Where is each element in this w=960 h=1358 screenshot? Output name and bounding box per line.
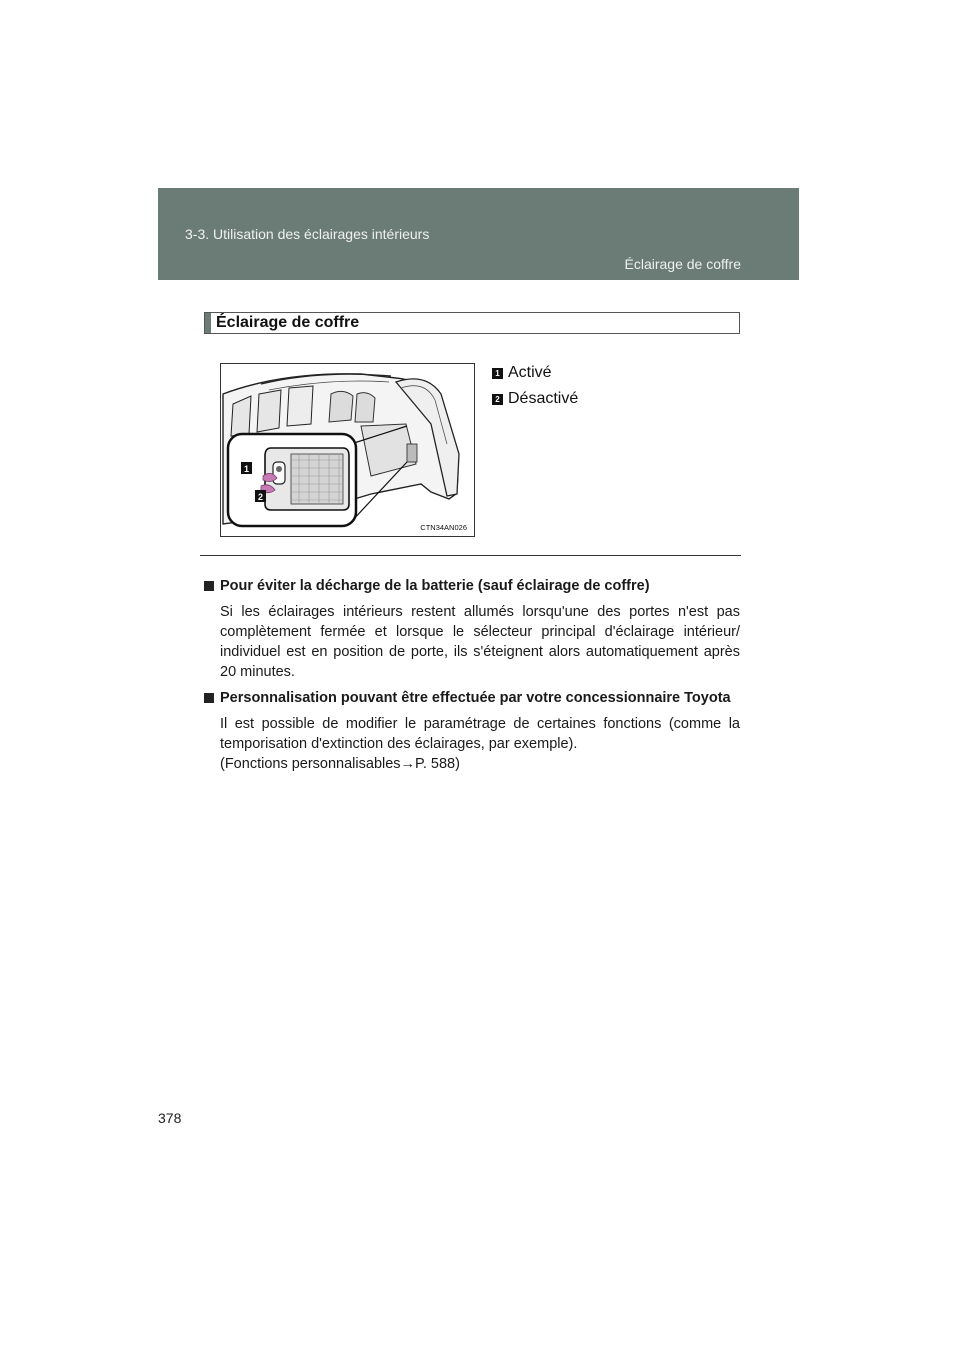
legend-number: 2 bbox=[492, 394, 503, 405]
section-heading: Éclairage de coffre bbox=[216, 314, 360, 331]
page-header bbox=[158, 188, 799, 280]
callout-1: 1 bbox=[243, 464, 250, 474]
trunk-light-illustration bbox=[220, 363, 475, 537]
bullet-square-icon bbox=[204, 693, 214, 703]
legend-label: Activé bbox=[508, 364, 552, 381]
notes-section bbox=[204, 570, 740, 774]
legend-label: Désactivé bbox=[508, 390, 579, 407]
section-heading-bar bbox=[204, 312, 740, 334]
note-heading-text: Personnalisation pouvant être effectuée par votre concessionnaire Toyota bbox=[220, 690, 731, 706]
legend-number: 1 bbox=[492, 368, 503, 379]
divider bbox=[200, 555, 741, 556]
note-heading-text: Pour éviter la décharge de la batterie (sauf éclairage de coffre) bbox=[220, 578, 650, 594]
figure-code: CTN34AN026 bbox=[420, 523, 467, 532]
note-heading-customization bbox=[204, 688, 740, 708]
legend-item-off bbox=[492, 386, 578, 412]
note-body-text: Il est possible de modifier le paramétrage de certaines fonctions (comme la temporisation d'extinction des éclairages, par exemple). bbox=[220, 716, 740, 752]
callout-2: 2 bbox=[257, 492, 264, 502]
note-body-battery: Si les éclairages intérieurs restent allumés lorsqu'une des portes n'est pas complètement fermée et lorsque le sélecteur principal d'éclairage intérieur/ individuel est en position de porte, ils s'éteignent alors automatiquement après 20 minutes. bbox=[220, 604, 740, 680]
heading-accent bbox=[205, 313, 211, 333]
section-title: Éclairage de coffre bbox=[624, 256, 741, 272]
vehicle-rear-drawing bbox=[221, 364, 474, 536]
chapter-title: 3-3. Utilisation des éclairages intérieurs bbox=[185, 226, 430, 242]
note-body-customization bbox=[204, 714, 740, 774]
bullet-square-icon bbox=[204, 581, 214, 591]
note-heading-battery bbox=[204, 576, 740, 596]
page-reference: (Fonctions personnalisables→P. 588) bbox=[220, 756, 460, 772]
legend bbox=[492, 360, 578, 412]
page-number: 378 bbox=[158, 1110, 182, 1126]
legend-item-on bbox=[492, 360, 578, 386]
